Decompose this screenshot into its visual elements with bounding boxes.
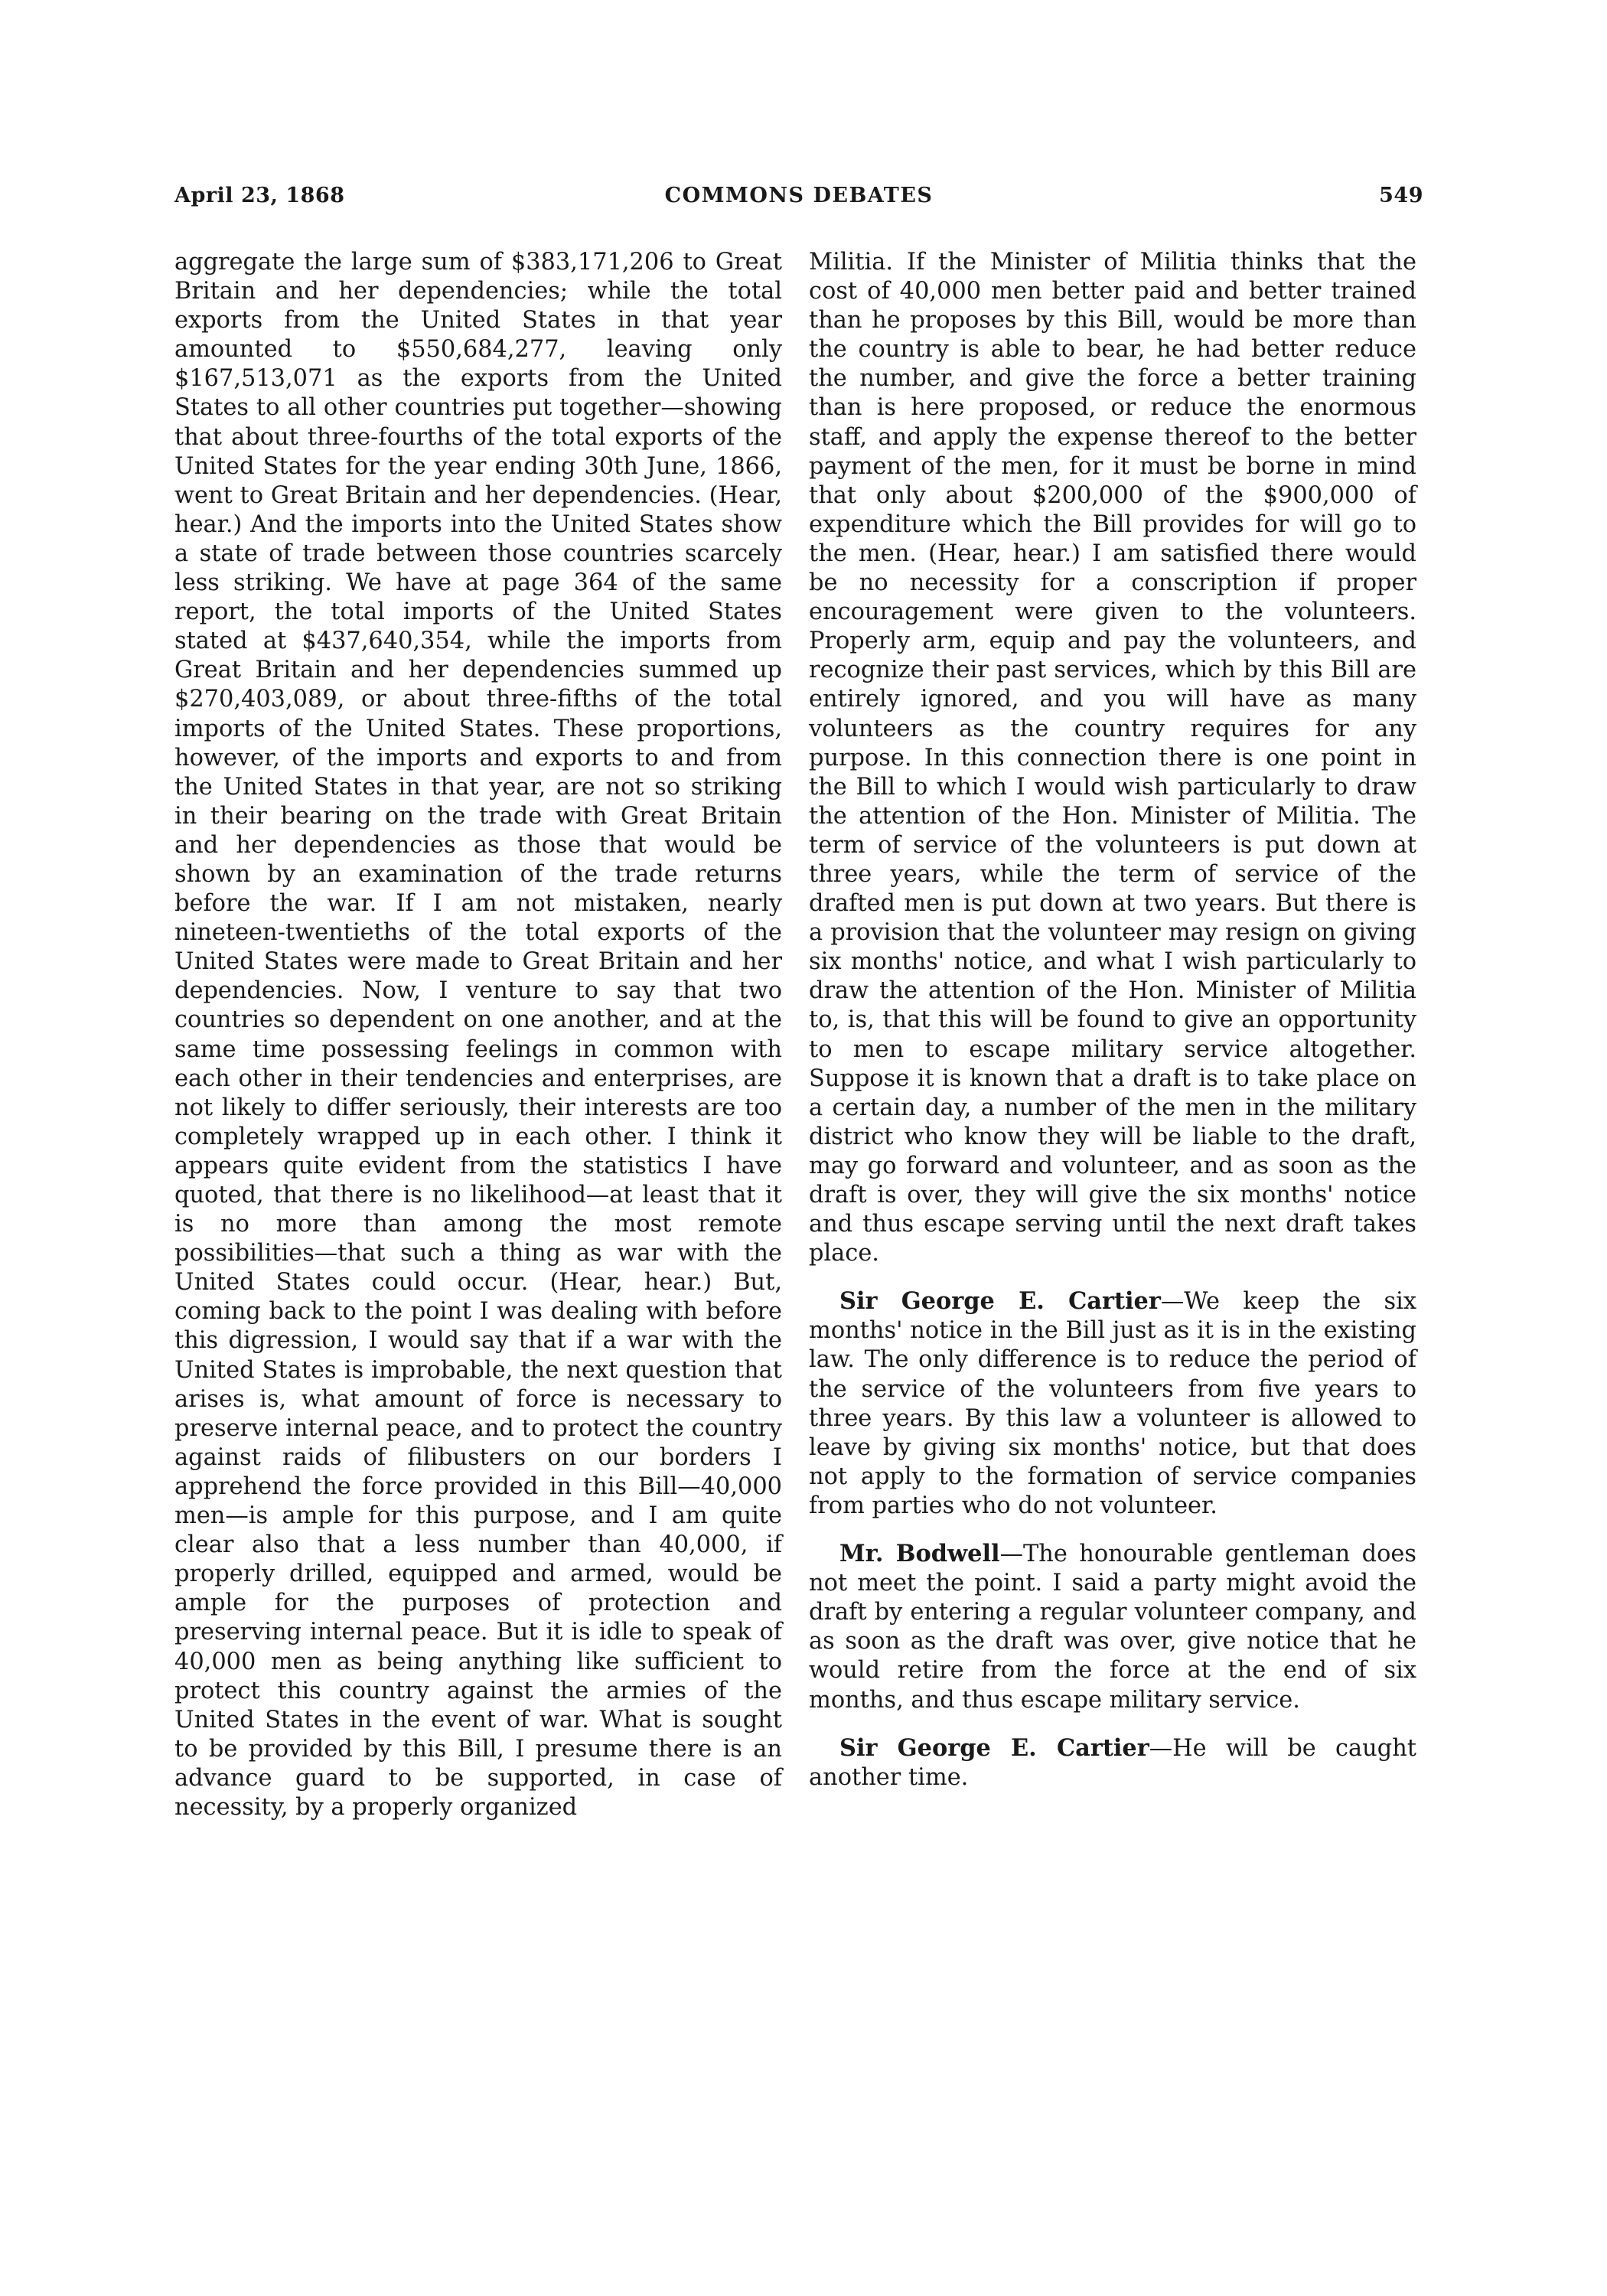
speech-cartier-1 [809,1287,1416,1521]
speech-text: —The honourable gentleman does not meet the point. I said a party might avoid the draft by entering a regular volunteer company, and as soon as the draft was over, give notice that he would retire from the force at the end of six months, and thus escape military service. [809,1541,1416,1714]
speech-bodwell [809,1539,1416,1715]
running-header [174,184,1423,214]
speaker-name: Sir George E. Cartier [839,1287,1161,1316]
page-number: 549 [1379,184,1423,207]
left-column [174,248,782,1822]
speaker-name: Mr. Bodwell [839,1540,1000,1568]
speech-text: —He will be caught another time. [809,1734,1416,1791]
left-column-paragraph: aggregate the large sum of $383,171,206 to Great Britain and her dependencies; while the total exports from the United States in that year amounted to $550,684,277, leaving only $167,513,071 as the exports from the United States to all other countries put together—showing that about three-fourths of the total exports of the United States for the year ending 30th June, 1866, went to Great Britain and her dependencies. (Hear, hear.) And the imports into the United States show a state of trade between those countries scarcely less striking. We have at page 364 of the same report, the total imports of the United States stated at $437,640,354, while the imports from Great Britain and her dependencies summed up $270,403,089, or about three-fifths of the total imports of the United States. These proportions, however, of the imports and exports to and from the United States in that year, are not so striking in their bearing on the trade with Great Britain and her dependencies as those that would be shown by an examination of the trade returns before the war. If I am not mistaken, nearly nineteen-twentieths of the total exports of the United States were made to Great Britain and her dependencies. Now, I venture to say that two countries so dependent on one another, and at the same time possessing feelings in common with each other in their tendencies and enterprises, are not likely to differ seriously, their interests are too completely wrapped up in each other. I think it appears quite evident from the statistics I have quoted, that there is no likelihood—at least that it is no more than among the most remote possibilities—that such a thing as war with the United States could occur. (Hear, hear.) But, coming back to the point I was dealing with before this digression, I would say that if a war with the United States is improbable, the next question that arises is, what amount of force is necessary to preserve internal peace, and to protect the country against raids of filibusters on our borders I apprehend the force provided in this Bill—40,000 men—is ample for this purpose, and I am quite clear also that a less number than 40,000, if properly drilled, equipped and armed, would be ample for the purposes of protection and preserving internal peace. But it is idle to speak of 40,000 men as being anything like sufficient to protect this country against the armies of the United States in the event of war. What is sought to be provided by this Bill, I presume there is an advance guard to be supported, in case of necessity, by a properly organized [174,249,782,1821]
speaker-name: Sir George E. Cartier [839,1733,1149,1762]
header-date: April 23, 1868 [174,184,345,207]
right-column [809,248,1416,1792]
header-title: COMMONS DEBATES [664,184,934,207]
speech-text: —We keep the six months' notice in the Bill just as it is in the existing law. The only difference is to reduce the period of the service of the volunteers from five years to three years. By this law a volunteer is allowed to leave by giving six months' notice, but that does not apply to the formation of service companies from parties who do not volunteer. [809,1288,1416,1519]
speech-cartier-2 [809,1733,1416,1792]
right-column-continuation: Militia. If the Minister of Militia thinks that the cost of 40,000 men better paid and better trained than he proposes by this Bill, would be more than the country is able to bear, he had better reduce the number, and give the force a better training than is here proposed, or reduce the enormous staff, and apply the expense thereof to the better payment of the men, for it must be borne in mind that only about $200,000 of the $900,000 of expenditure which the Bill provides for will go to the men. (Hear, hear.) I am satisfied there would be no necessity for a conscription if proper encouragement were given to the volunteers. Properly arm, equip and pay the volunteers, and recognize their past services, which by this Bill are entirely ignored, and you will have as many volunteers as the country requires for any purpose. In this connection there is one point in the Bill to which I would wish particularly to draw the attention of the Hon. Minister of Militia. The term of service of the volunteers is put down at three years, while the term of service of the drafted men is put down at two years. But there is a provision that the volunteer may resign on giving six months' notice, and what I wish particularly to draw the attention of the Hon. Minister of Militia to, is, that this will be found to give an opportunity to men to escape military service altogether. Suppose it is known that a draft is to take place on a certain day, a number of the men in the military district who know they will be liable to the draft, may go forward and volunteer, and as soon as the draft is over, they will give the six months' notice and thus escape serving until the next draft takes place. [809,249,1416,1267]
